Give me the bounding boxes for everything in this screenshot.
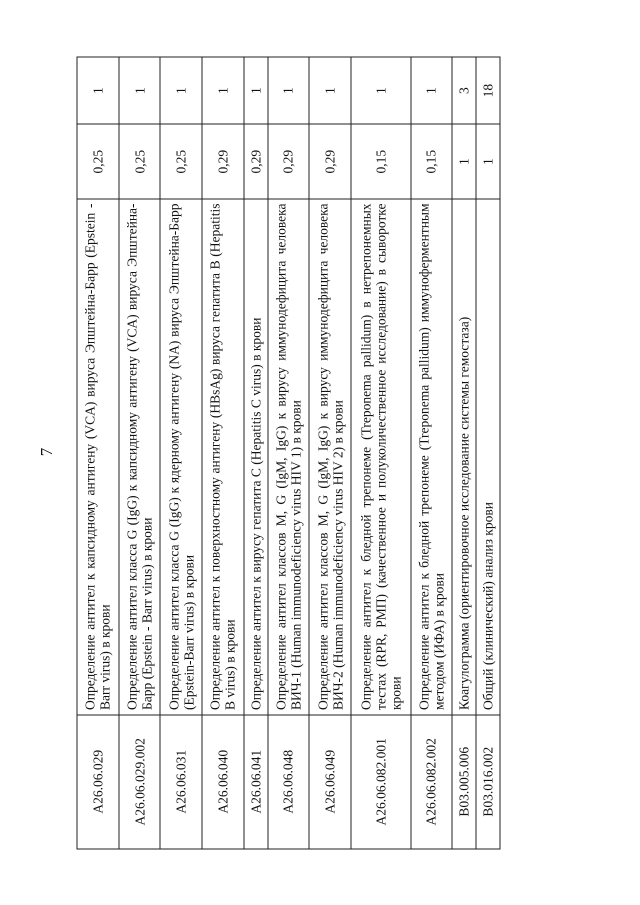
service-code: A26.06.041 <box>243 714 267 848</box>
service-name: Определение антител класса G (IgG) к капсидному антигену (VCA) вируса Эпштейна-Барр (Epstein - Barr virus) в крови <box>118 198 160 714</box>
table-row <box>476 57 500 849</box>
service-code: A26.06.082.001 <box>351 714 411 848</box>
service-code: A26.06.029.002 <box>118 714 160 848</box>
quantity-value: 1 <box>410 57 452 124</box>
quantity-value: 1 <box>351 57 411 124</box>
page-number: 7 <box>37 447 56 457</box>
frequency-value: 0,29 <box>267 124 309 199</box>
table-row <box>77 57 119 849</box>
frequency-value: 1 <box>476 124 500 199</box>
service-code: A26.06.049 <box>309 714 351 848</box>
table-row <box>202 57 244 849</box>
service-code: A26.06.031 <box>160 714 202 848</box>
service-name: Определение антител к вирусу гепатита C (Hepatitis C virus) в крови <box>243 198 267 714</box>
frequency-value: 0,29 <box>243 124 267 199</box>
service-name: Общий (клинический) анализ крови <box>476 198 500 714</box>
service-name: Коагулограмма (ориентировочное исследование системы гемостаза) <box>452 198 476 714</box>
service-code: A26.06.040 <box>202 714 244 848</box>
table-row <box>160 57 202 849</box>
service-code: A26.06.048 <box>267 714 309 848</box>
table-row <box>452 57 476 849</box>
quantity-value: 1 <box>243 57 267 124</box>
service-name: Определение антител к поверхностному антигену (HBsAg) вируса гепатита B (Hepatitis B virus) в крови <box>202 198 244 714</box>
quantity-value: 1 <box>267 57 309 124</box>
frequency-value: 0,25 <box>118 124 160 199</box>
frequency-value: 0,15 <box>351 124 411 199</box>
quantity-value: 1 <box>309 57 351 124</box>
quantity-value: 1 <box>77 57 119 124</box>
service-name: Определение антител к бледной трепонеме (Treponema pallidum) иммуноферментным методом (ИФА) в крови <box>410 198 452 714</box>
frequency-value: 0,25 <box>77 124 119 199</box>
table-row <box>309 57 351 849</box>
quantity-value: 1 <box>160 57 202 124</box>
service-name: Определение антител классов M, G (IgM, IgG) к вирусу иммунодефицита человека ВИЧ-1 (Human immunodeficiency virus HIV 1) в крови <box>267 198 309 714</box>
quantity-value: 1 <box>118 57 160 124</box>
service-name: Определение антител к капсидному антигену (VCA) вируса Эпштейна-Барр (Epstein - Barr virus) в крови <box>77 198 119 714</box>
frequency-value: 0,29 <box>202 124 244 199</box>
quantity-value: 3 <box>452 57 476 124</box>
frequency-value: 1 <box>452 124 476 199</box>
service-code: B03.016.002 <box>476 714 500 848</box>
services-table <box>76 56 500 849</box>
frequency-value: 0,15 <box>410 124 452 199</box>
service-name: Определение антител классов M, G (IgM, IgG) к вирусу иммунодефицита человека ВИЧ-2 (Human immunodeficiency virus HIV 2) в крови <box>309 198 351 714</box>
service-name: Определение антител класса G (IgG) к ядерному антигену (NA) вируса Эпштейна-Барр (Epstein-Barr virus) в крови <box>160 198 202 714</box>
table-row <box>410 57 452 849</box>
frequency-value: 0,25 <box>160 124 202 199</box>
service-code: A26.06.029 <box>77 714 119 848</box>
table-row <box>243 57 267 849</box>
quantity-value: 18 <box>476 57 500 124</box>
quantity-value: 1 <box>202 57 244 124</box>
table-row <box>351 57 411 849</box>
table-row <box>118 57 160 849</box>
service-name: Определение антител к бледной трепонеме (Treponema pallidum) в нетрепонемных тестах (RPR, РМП) (качественное и полуколичественное исследование) в сыворотке крови <box>351 198 411 714</box>
frequency-value: 0,29 <box>309 124 351 199</box>
table-row <box>267 57 309 849</box>
service-code: B03.005.006 <box>452 714 476 848</box>
service-code: A26.06.082.002 <box>410 714 452 848</box>
